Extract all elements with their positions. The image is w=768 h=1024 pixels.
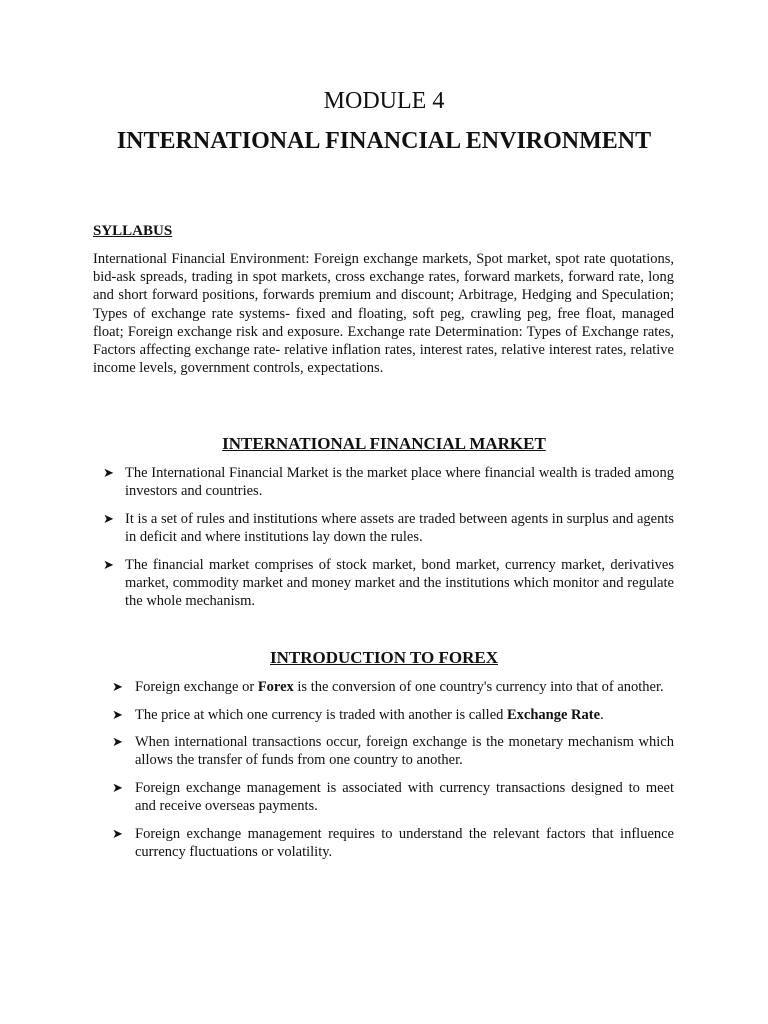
financial-market-list [103, 464, 674, 620]
arrowhead-bullet-icon: ➤ [112, 679, 123, 694]
arrowhead-bullet-icon: ➤ [112, 734, 123, 750]
arrowhead-bullet-icon: ➤ [103, 465, 114, 480]
arrowhead-bullet-icon: ➤ [103, 510, 114, 526]
list-item [112, 678, 674, 696]
document-title: INTERNATIONAL FINANCIAL ENVIRONMENT [116, 128, 652, 154]
section-heading-financial-market: INTERNATIONAL FINANCIAL MARKET [222, 434, 546, 453]
section-heading-forex: INTRODUCTION TO FOREX [270, 648, 498, 667]
list-item-text: Foreign exchange management is associated with currency transactions designed to meet and receive overseas payments. [135, 779, 674, 815]
bold-term: Forex [257, 679, 294, 695]
arrowhead-bullet-icon: ➤ [103, 556, 114, 572]
list-item [103, 510, 674, 546]
list-item [112, 733, 674, 769]
list-item [103, 464, 674, 500]
list-item-text: It is a set of rules and institutions where assets are traded between agents in surplus and agents in deficit and where institutions lay down the rules. [125, 510, 674, 545]
forex-list [112, 678, 674, 871]
list-item-text: Foreign exchange or Forex is the conversion of one country's currency into that of another. [135, 679, 664, 695]
syllabus-text: International Financial Environment: Foreign exchange markets, Spot market, spot rate quotations, bid-ask spreads, trading in spot markets, cross exchange rates, forward markets, forward rate, long and short forward positions, forwards premium and discount; Arbitrage, Hedging and Speculation; Types of exchange rate systems- fixed and floating, soft peg, crawling peg, free float, managed float; Foreign exchange risk and exposure. Exchange rate Determination: Types of Exchange rates, Factors affecting exchange rate- relative inflation rates, interest rates, relative interest rates, relative income levels, government controls, expectations. [93, 251, 674, 377]
module-number: MODULE 4 [323, 88, 445, 114]
list-item [112, 825, 674, 861]
list-item-text: The price at which one currency is traded with another is called Exchange Rate. [135, 706, 604, 723]
list-item [112, 706, 674, 724]
list-item-text: Foreign exchange management requires to understand the relevant factors that influence currency fluctuations or volatility. [135, 825, 674, 860]
syllabus-heading: SYLLABUS [93, 223, 173, 239]
list-item [112, 779, 674, 815]
list-item-text: The International Financial Market is the market place where financial wealth is traded among investors and countries. [125, 465, 674, 500]
arrowhead-bullet-icon: ➤ [112, 706, 123, 722]
list-item-text: The financial market comprises of stock market, bond market, currency market, derivatives market, commodity market and money market and the institutions which monitor and regulate the whole mechanism. [125, 556, 674, 609]
arrowhead-bullet-icon: ➤ [112, 825, 123, 841]
list-item [103, 556, 674, 611]
bold-term: Exchange Rate [507, 706, 601, 723]
arrowhead-bullet-icon: ➤ [112, 779, 123, 795]
list-item-text: When international transactions occur, foreign exchange is the monetary mechanism which allows the transfer of funds from one country to another. [135, 734, 674, 769]
